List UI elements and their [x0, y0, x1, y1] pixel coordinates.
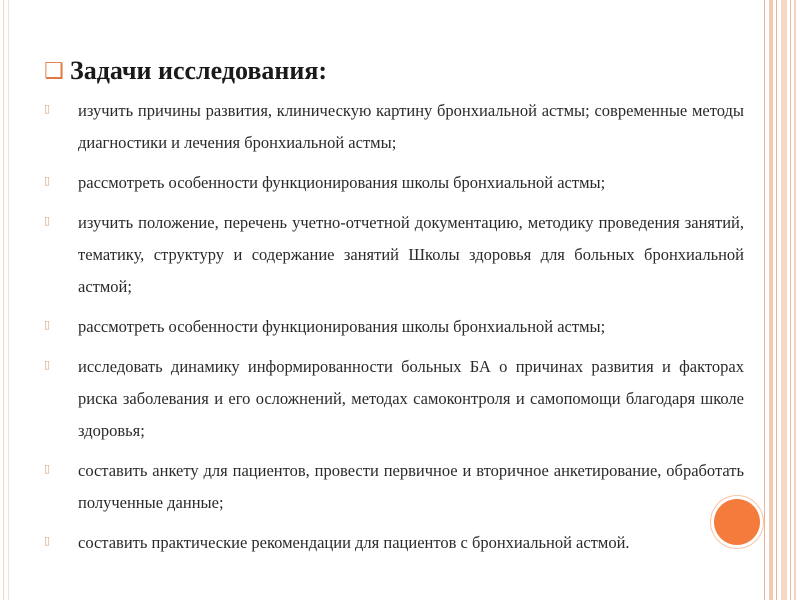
title-bullet-icon: ❑ [44, 58, 64, 84]
right-decor-band [794, 0, 796, 600]
tasks-list [44, 95, 744, 567]
right-decor-band [776, 0, 777, 600]
right-decor-band [781, 0, 787, 600]
list-item-text: составить анкету для пациентов, провести первичное и вторичное анкетирование, обработать полученные данные; [78, 461, 744, 512]
decorative-orange-circle [714, 499, 760, 545]
left-decor-line [8, 0, 9, 600]
right-decor-band [769, 0, 773, 600]
bullet-icon: ▯ [44, 318, 51, 331]
bullet-icon: ▯ [44, 358, 51, 371]
slide-title: Задачи исследования: [70, 56, 328, 85]
right-decor-band [764, 0, 765, 600]
bullet-icon: ▯ [44, 214, 51, 227]
list-item [44, 95, 744, 159]
title-row [44, 56, 327, 86]
bullet-icon: ▯ [44, 102, 51, 115]
left-decor-line [3, 0, 4, 600]
list-item [44, 167, 744, 199]
bullet-icon: ▯ [44, 174, 51, 187]
list-item [44, 351, 744, 447]
bullet-icon: ▯ [44, 462, 51, 475]
list-item [44, 527, 744, 559]
list-item-text: рассмотреть особенности функционирования школы бронхиальной астмы; [78, 173, 606, 192]
list-item [44, 455, 744, 519]
bullet-icon: ▯ [44, 534, 51, 547]
list-item [44, 207, 744, 303]
list-item-text: составить практические рекомендации для пациентов с бронхиальной астмой. [78, 533, 630, 552]
list-item-text: изучить причины развития, клиническую картину бронхиальной астмы; современные методы диагностики и лечения бронхиальной астмы; [78, 101, 744, 152]
right-decor-band [790, 0, 791, 600]
list-item-text: исследовать динамику информированности больных БА о причинах развития и факторах риска заболевания и его осложнений, методах самоконтроля и самопомощи благодаря школе здоровья; [78, 357, 744, 440]
list-item-text: изучить положение, перечень учетно-отчетной документацию, методику проведения занятий, тематику, структуру и содержание занятий Школы здоровья для больных бронхиальной астмой; [78, 213, 744, 296]
list-item [44, 311, 744, 343]
list-item-text: рассмотреть особенности функционирования школы бронхиальной астмы; [78, 317, 606, 336]
